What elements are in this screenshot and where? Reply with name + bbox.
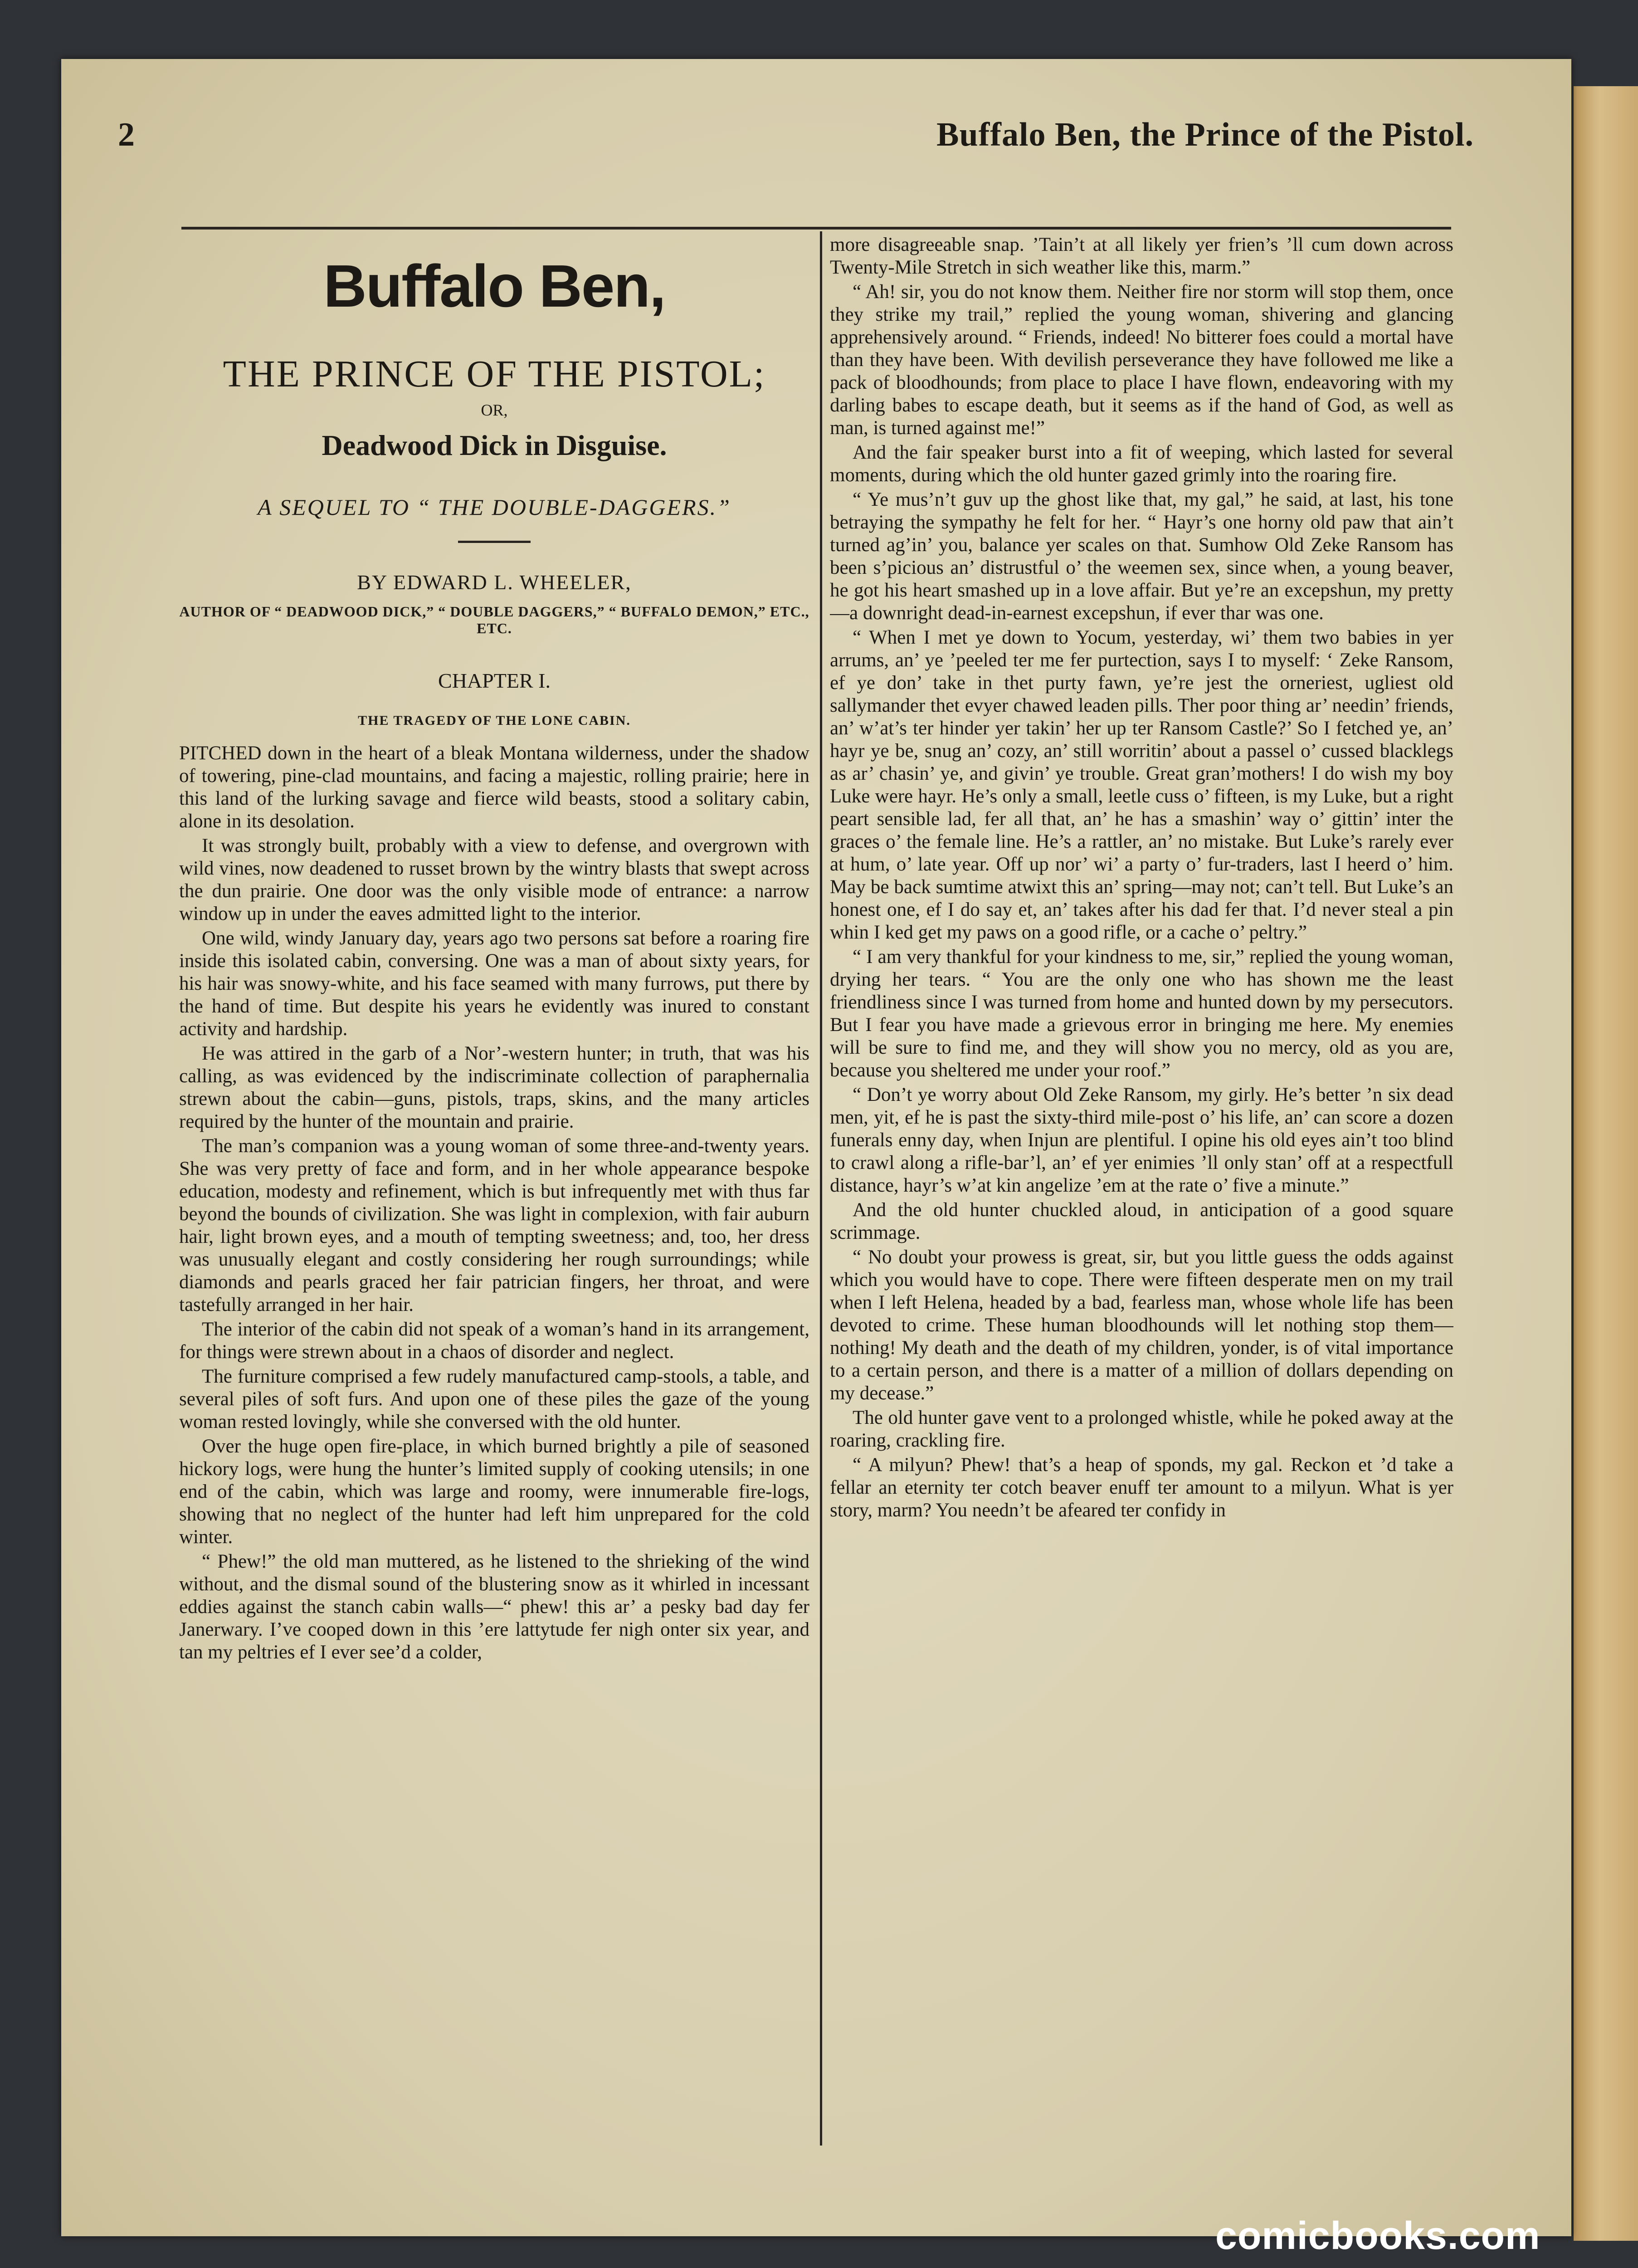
subtitle: THE PRINCE OF THE PISTOL; (223, 353, 766, 395)
paragraph: more disagreeable snap. ’Tain’t at all likely yer frien’s ’ll cum down across Twenty-Mile Stretch in sich weather like this, marm.” (830, 234, 1453, 278)
byline: BY EDWARD L. WHEELER, (357, 571, 632, 594)
paragraph: “ Ye mus’n’t guv up the ghost like that, my gal,” he said, at last, his tone betraying the sympathy he felt for her. “ Hayr’s one horny old paw that ain’t turned ag’in’ you, balance yer scales on that. Sumhow Old Zeke Ransom has been s’picious an’ distrustful o’ the weemen sex, since when, a young beaver, he got his heart smashed up in a love affair. But ye’re an excepshun, my pretty—a downright dead-in-earnest excepshun, if ever thar was one. (830, 489, 1453, 624)
paragraph: Over the huge open fire-place, in which burned brightly a pile of seasoned hickory logs, were hung the hunter’s limited supply of cooking utensils; in one end of the cabin, which was large and roomy, were innumerable fire-logs, showing that no neglect of the hunter had left him unprepared for the cold winter. (179, 1436, 809, 1548)
main-title: Buffalo Ben, (323, 253, 665, 319)
paragraph: “ Don’t ye worry about Old Zeke Ransom, my girly. He’s better ’n six dead men, yit, ef he is past the sixty-third mile-post o’ his life, an’ can score a dozen funerals enny day, when Injun are plentiful. I opine his old eyes ain’t too blind to crawl along a rifle-bar’l, an’ ef yer enimies ’ll only stan’ off at a respectfull distance, hayr’s w’at kin angelize ’em at the rate o’ five a minute.” (830, 1084, 1453, 1196)
adjacent-page-edge (1574, 86, 1638, 2241)
paragraph: “ No doubt your prowess is great, sir, but you little guess the odds against which you would have to cope. There were fifteen desperate men on my trail when I left Helena, headed by a bad, fearless man, whose whole life has been devoted to crime. These human bloodhounds will let nothing stop them—nothing! My death and the death of my children, yonder, is of vital importance to a certain person, and there is a matter of a million of dollars depending on my decease.” (830, 1246, 1453, 1404)
paragraph: And the old hunter chuckled aloud, in anticipation of a good square scrimmage. (830, 1199, 1453, 1243)
header-rule (181, 227, 1451, 230)
column-divider (820, 231, 822, 2146)
right-column (830, 234, 1453, 2152)
paragraph: “ When I met ye down to Yocum, yesterday, wi’ them two babies in yer arrums, an’ ye ’peeled ter me fer purtection, says I to myself: ‘ Zeke Ransom, ef ye don’ take in thet purty fawn, ye’re jest the orneriest, ugliest old sallymander thet evyer chawed leaden pills. Ther poor thing ar’ needin’ friends, an’ w’at’s ter hinder yer takin’ her up ter Ransom Castle?’ So I fetched ye, an’ hayr ye be, snug an’ cozy, an’ still worritin’ about a passel o’ cussed blacklegs as ar’ chasin’ ye, and givin’ ye trouble. Great gran’mothers! I do wish my boy Luke were hayr. He’s only a small, leetle cuss o’ fifteen, is my Luke, but a right peart sensible lad, fer all that, an’ he has a smashin’ way o’ gittin’ inter the graces o’ the female line. He’s a rattler, an’ no mistake. But Luke’s rarely ever at hum, o’ late year. Off up nor’ wi’ a party o’ fur-traders, last I heerd o’ him. May be back sumtime atwixt this an’ spring—may not; can’t tell. But Luke’s an honest one, ef I do say et, an’ takes after his dad fer that. I’d never steal a pin whin I ked get my paws on a good rifle, or a cache o’ peltry.” (830, 627, 1453, 943)
running-title: Buffalo Ben, the Prince of the Pistol. (936, 116, 1474, 153)
paragraph: The furniture comprised a few rudely manufactured camp-stools, a table, and several piles of soft furs. And upon one of these piles the gaze of the young woman rested lovingly, while she conversed with the old hunter. (179, 1366, 809, 1432)
paragraph: It was strongly built, probably with a view to defense, and overgrown with wild vines, now deadened to russet brown by the wintry blasts that swept across the dun prairie. One door was the only visible mode of entrance: a narrow window up in under the eaves admitted light to the interior. (179, 835, 809, 924)
page-number: 2 (118, 116, 135, 153)
alternate-title: Deadwood Dick in Disguise. (322, 429, 667, 461)
title-rule (458, 541, 531, 543)
paragraph: PITCHED down in the heart of a bleak Montana wilderness, under the shadow of towering, pine-clad mountains, and facing a majestic, rolling prairie; here in this land of the lurking savage and fierce wild beasts, stood a solitary cabin, alone in its desolation. (179, 743, 809, 832)
paragraph: The old hunter gave vent to a prolonged whistle, while he poked away at the roaring, crackling fire. (830, 1407, 1453, 1451)
left-column (179, 234, 809, 2152)
paragraph: He was attired in the garb of a Nor’-western hunter; in truth, that was his calling, as was evidenced by the indiscriminate collection of paraphernalia strewn about the cabin—guns, pistols, traps, skins, and the many articles required by the hunter of the mountain and prairie. (179, 1043, 809, 1132)
site-watermark: comicbooks.com (1215, 2214, 1540, 2258)
paragraph: “ Phew!” the old man muttered, as he listened to the shrieking of the wind without, and the dismal sound of the blustering snow as it whirled in incessant eddies against the stanch cabin walls—“ phew! this ar’ a pesky bad day fer Janerwary. I’ve cooped down in this ’ere lattytude fer nigh onter six year, and tan my peltries ef I ever see’d a colder, (179, 1551, 809, 1663)
paragraph: “ Ah! sir, you do not know them. Neither fire nor storm will stop them, once they strike my trail,” replied the young woman, shivering and glancing apprehensively around. “ Friends, indeed! No bitterer foes could a mortal have than they have been. With devilish perseverance they have followed me like a pack of bloodhounds; from place to place I have flown, endeavoring with my darling babes to escape death, but it seems as if the hand of God, as well as man, is turned against me!” (830, 281, 1453, 439)
paragraph: “ A milyun? Phew! that’s a heap of sponds, my gal. Reckon et ’d take a fellar an eternity ter cotch beaver enuff ter amount to a milyun. What is yer story, marm? You needn’t be afeared ter confidy in (830, 1454, 1453, 1521)
author-credits: AUTHOR OF “ DEADWOOD DICK,” “ DOUBLE DAGGERS,” “ BUFFALO DEMON,” ETC., ETC. (179, 603, 809, 636)
paragraph: The man’s companion was a young woman of some three-and-twenty years. She was very pretty of face and form, and in her whole appearance bespoke education, modesty and refinement, which is but infrequently met with thus far beyond the bounds of civilization. She was light in complexion, with fair auburn hair, light brown eyes, and a mouth of tempting sweetness; and, too, her dress was unusually elegant and costly considering her rough surroundings; while diamonds and pearls graced her fair patrician fingers, her throat, and were tastefully arranged in her hair. (179, 1135, 809, 1315)
title-or: OR, (481, 401, 508, 419)
running-header (118, 111, 1474, 179)
chapter-title: THE TRAGEDY OF THE LONE CABIN. (358, 713, 631, 728)
paragraph: The interior of the cabin did not speak of a woman’s hand in its arrangement, for things were strewn about in a chaos of disorder and neglect. (179, 1319, 809, 1363)
paragraph: “ I am very thankful for your kindness to me, sir,” replied the young woman, drying her tears. “ You are the only one who has shown me the least friendliness since I was turned from home and hunted down by my persecutors. But I fear you have made a grievous error in bringing me here. My enemies will be sure to find me, and they will show you no mercy, old as you are, because you sheltered me under your roof.” (830, 946, 1453, 1081)
chapter-heading: CHAPTER I. (438, 669, 551, 692)
paragraph: One wild, windy January day, years ago two persons sat before a roaring fire inside this isolated cabin, conversing. One was a man of about sixty years, for his hair was snowy-white, and his face seamed with many furrows, put there by the hand of time. But despite his years he evidently was inured to constant activity and hardship. (179, 928, 809, 1040)
sequel-note: A SEQUEL TO “ THE DOUBLE-DAGGERS.” (258, 494, 731, 520)
paragraph: And the fair speaker burst into a fit of weeping, which lasted for several moments, during which the old hunter gazed grimly into the roaring fire. (830, 442, 1453, 486)
